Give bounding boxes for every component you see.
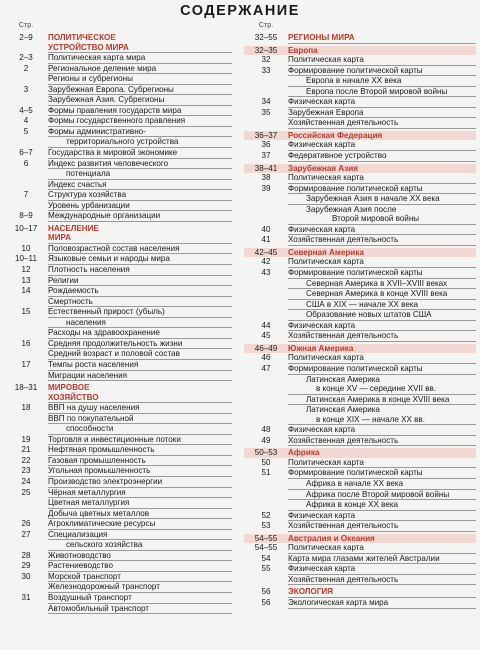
toc-row — [244, 194, 476, 205]
toc-entry: Физическая карта — [288, 425, 476, 436]
toc-entry: Расходы на здравоохранение — [48, 328, 232, 339]
toc-row — [244, 395, 476, 406]
toc-entry: Хозяйственная деятельность — [288, 575, 476, 586]
toc-entry: Производство электроэнергии — [48, 477, 232, 488]
toc-entry: Формирование политической карты — [288, 468, 476, 479]
toc-row — [4, 530, 232, 541]
toc-row — [4, 445, 232, 456]
column-header — [4, 20, 232, 31]
toc-row — [244, 490, 476, 501]
page-number: 43 — [261, 268, 271, 278]
toc-row — [244, 205, 476, 215]
section-title: Европа — [288, 45, 318, 55]
toc-entry: Европа после Второй мировой войны — [288, 87, 476, 98]
toc-row — [4, 488, 232, 499]
toc-entry: населения — [48, 318, 232, 329]
toc-entry: Зарубежная Азия после — [306, 204, 397, 214]
page-number: 50 — [261, 457, 271, 467]
section-title: ПОЛИТИЧЕСКОЕ — [48, 33, 116, 42]
toc-row — [4, 297, 232, 308]
toc-row — [244, 225, 476, 236]
toc-entry: Животноводство — [48, 551, 232, 562]
toc-section-row — [4, 383, 232, 393]
column-header — [244, 20, 476, 31]
toc-row — [244, 364, 476, 375]
toc-entry: ВВП по покупательной — [48, 414, 232, 425]
page-number: 32–55 — [254, 33, 278, 42]
toc-section-row — [244, 248, 476, 258]
page-number: 36–37 — [254, 130, 278, 140]
toc-entry: Средний возраст и половой состав — [48, 349, 232, 360]
toc-row — [244, 564, 476, 575]
toc-row — [4, 424, 232, 435]
page-number: 16 — [21, 338, 31, 348]
toc-entry: Цветная металлургия — [48, 498, 232, 509]
page-number: 24 — [21, 476, 31, 486]
toc-entry: Угольная промышленность — [48, 466, 232, 477]
page-number: 37 — [261, 151, 271, 161]
page-number: 28 — [21, 550, 31, 560]
toc-row — [244, 575, 476, 586]
toc-entry: Латинская Америка — [306, 374, 380, 384]
page-number: 10 — [21, 243, 31, 253]
toc-row — [4, 190, 232, 201]
toc-entry: в конце XIX — начале XX вв. — [288, 415, 476, 426]
page-number: 46–49 — [254, 343, 278, 353]
page-number: 44 — [261, 320, 271, 330]
toc-row — [244, 184, 476, 195]
toc-entry: Формы административно- — [48, 127, 232, 138]
page-number: 15 — [21, 307, 31, 317]
page-number: 13 — [21, 275, 31, 285]
page-number: 4 — [23, 116, 29, 126]
page-number: 49 — [261, 435, 271, 445]
page-number: 8–9 — [19, 211, 33, 221]
toc-row — [244, 310, 476, 321]
page-number: 54–55 — [254, 533, 278, 543]
page-number: 42–45 — [254, 247, 278, 257]
toc-row — [4, 509, 232, 520]
toc-row — [4, 116, 232, 127]
page-number: 19 — [21, 434, 31, 444]
toc-row — [4, 371, 232, 382]
toc-entry: Структура хозяйства — [48, 190, 232, 201]
toc-entry: Газовая промышленность — [48, 456, 232, 467]
toc-entry: в конце XV — середине XVII вв. — [288, 384, 476, 395]
toc-row — [4, 137, 232, 148]
toc-entry: Политическая карта — [288, 55, 476, 66]
toc-entry: Хозяйственная деятельность — [288, 436, 476, 447]
toc-row — [4, 85, 232, 96]
page-number: 2 — [23, 63, 29, 73]
toc-entry: сельского хозяйства — [48, 540, 232, 551]
toc-row — [4, 477, 232, 488]
toc-entry: Языковые семьи и народы мира — [48, 254, 232, 265]
toc-row — [4, 466, 232, 477]
page-number: 32–35 — [254, 45, 278, 55]
toc-row — [244, 151, 476, 162]
section-title: Австралия и Океания — [288, 533, 375, 543]
toc-row — [4, 307, 232, 318]
page-number: 45 — [261, 331, 271, 341]
toc-entry: Зарубежная Азия. Субрегионы — [48, 95, 232, 106]
section-title: Зарубежная Азия — [288, 163, 358, 173]
page-number: 2–9 — [19, 33, 33, 42]
toc-row — [244, 257, 476, 268]
section-title: РЕГИОНЫ МИРА — [288, 33, 476, 44]
toc-rows-right — [244, 33, 476, 609]
page-number: 26 — [21, 519, 31, 529]
toc-section-row — [244, 131, 476, 141]
toc-entry: Морской транспорт — [48, 572, 232, 583]
page-number: 21 — [21, 445, 31, 455]
toc-row — [4, 127, 232, 138]
toc-entry: Формирование политической карты — [288, 66, 476, 77]
toc-entry: Формирование политической карты — [288, 184, 476, 195]
toc-entry: Половозрастной состав населения — [48, 244, 232, 255]
toc-row — [4, 519, 232, 530]
section-title: УСТРОЙСТВО МИРА — [48, 43, 232, 54]
toc-entry: Африка в конце XX века — [288, 500, 476, 511]
toc-entry: Политическая карта — [288, 458, 476, 469]
toc-row — [4, 328, 232, 339]
page-number: 6 — [23, 158, 29, 168]
page-number: 39 — [261, 183, 271, 193]
page-number: 7 — [23, 190, 29, 200]
toc-entry: Физическая карта — [288, 225, 476, 236]
toc-row — [244, 279, 476, 290]
toc-row — [4, 572, 232, 583]
toc-section-row — [244, 587, 476, 598]
toc-row — [244, 289, 476, 300]
page-number: 35 — [261, 107, 271, 117]
toc-entry: Карта мира глазами жителей Австралии — [288, 554, 476, 565]
toc-entry: Регионы и субрегионы — [48, 74, 232, 85]
toc-section-row — [244, 344, 476, 354]
toc-row — [244, 300, 476, 311]
section-title: Южная Америка — [288, 343, 354, 353]
page-number: 38–41 — [254, 163, 278, 173]
toc-entry: Уровень урбанизации — [48, 201, 232, 212]
toc-row — [244, 66, 476, 77]
toc-section-row — [4, 33, 232, 43]
toc-entry: Политическая карта — [288, 173, 476, 184]
toc-row — [4, 561, 232, 572]
page-label: Стр. — [258, 20, 274, 29]
toc-entry: Смертность — [48, 297, 232, 308]
toc-entry: Агроклиматические ресурсы — [48, 519, 232, 530]
toc-row — [244, 173, 476, 184]
toc-row — [244, 108, 476, 119]
toc-row — [244, 76, 476, 87]
toc-entry: Миграции населения — [48, 371, 232, 382]
section-title: Африка — [288, 448, 320, 458]
page-number: 48 — [261, 425, 271, 435]
page-number: 23 — [21, 466, 31, 476]
toc-row — [4, 64, 232, 75]
page-number: 54–55 — [254, 543, 278, 553]
toc-entry: Региональное деление мира — [48, 64, 232, 75]
page-number: 10–11 — [15, 254, 37, 264]
toc-entry: Железнодорожный транспорт — [48, 582, 232, 593]
toc-row — [4, 456, 232, 467]
page-number: 27 — [21, 529, 31, 539]
toc-entry: Физическая карта — [288, 321, 476, 332]
toc-row — [244, 521, 476, 532]
toc-entry: Физическая карта — [288, 140, 476, 151]
toc-section-row — [4, 233, 232, 244]
page-number: 25 — [21, 487, 31, 497]
toc-row — [244, 543, 476, 554]
toc-left-column — [4, 20, 232, 614]
page-number: 36 — [261, 140, 271, 150]
toc-row — [244, 511, 476, 522]
toc-entry: Растениеводство — [48, 561, 232, 572]
toc-section-row — [244, 448, 476, 458]
toc-entry: Второй мировой войны — [288, 214, 476, 225]
page-number: 4–5 — [19, 105, 33, 115]
toc-row — [4, 339, 232, 350]
page-number: 10–17 — [14, 223, 38, 233]
toc-entry: Добыча цветных металлов — [48, 509, 232, 520]
toc-row — [4, 360, 232, 371]
toc-entry: США в XIX — начале XX века — [288, 300, 476, 311]
toc-right-column — [244, 20, 476, 609]
toc-entry: Африка после Второй мировой войны — [288, 490, 476, 501]
toc-section-row — [4, 224, 232, 234]
toc-entry: Образование новых штатов США — [288, 310, 476, 321]
toc-row — [4, 159, 232, 170]
page-number: 41 — [261, 235, 271, 245]
toc-entry: Формы правления государств мира — [48, 106, 232, 117]
page-number: 54 — [261, 553, 271, 563]
page-title: СОДЕРЖАНИЕ — [180, 3, 300, 19]
toc-row — [244, 214, 476, 225]
page-number: 34 — [261, 97, 271, 107]
toc-entry: Зарубежная Азия в начале XX века — [288, 194, 476, 205]
toc-entry: Индекс развития человеческого — [48, 159, 232, 170]
toc-row — [4, 211, 232, 222]
section-title: МИРА — [48, 233, 232, 244]
toc-row — [4, 265, 232, 276]
page-number: 18 — [21, 403, 31, 413]
page-number: 56 — [261, 597, 271, 607]
toc-entry: Хозяйственная деятельность — [288, 331, 476, 342]
toc-row — [244, 140, 476, 151]
page-label: Стр. — [18, 20, 34, 29]
toc-entry: потенциала — [48, 169, 232, 180]
toc-entry: Латинская Америка — [306, 405, 380, 415]
toc-row — [4, 435, 232, 446]
toc-row — [244, 479, 476, 490]
toc-entry: Темпы роста населения — [48, 360, 232, 371]
toc-row — [4, 169, 232, 180]
toc-row — [4, 180, 232, 191]
toc-row — [4, 498, 232, 509]
toc-entry: способности — [48, 424, 232, 435]
toc-entry: Воздушный транспорт — [48, 593, 232, 604]
page-number: 12 — [21, 265, 31, 275]
toc-row — [244, 436, 476, 447]
toc-section-row — [4, 393, 232, 404]
toc-entry: Формы государственного правления — [48, 116, 232, 127]
page-number: 33 — [261, 65, 271, 75]
toc-row — [4, 276, 232, 287]
toc-entry: Формирование политической карты — [288, 268, 476, 279]
toc-entry: Зарубежная Европа. Субрегионы — [48, 85, 232, 96]
toc-entry: Религии — [48, 276, 232, 287]
page-number: 50–53 — [254, 448, 278, 458]
toc-row — [244, 118, 476, 129]
section-title: Северная Америка — [288, 247, 364, 257]
toc-entry: Северная Америка в конце XVIII века — [288, 289, 476, 300]
toc-row — [4, 540, 232, 551]
toc-entry: Физическая карта — [288, 564, 476, 575]
page-number: 18–31 — [14, 383, 38, 393]
toc-entry: Политическая карта мира — [48, 53, 232, 64]
toc-row — [4, 53, 232, 64]
toc-entry: Федеративное устройство — [288, 151, 476, 162]
toc-entry: Рождаемость — [48, 286, 232, 297]
toc-entry: Хозяйственная деятельность — [288, 521, 476, 532]
page-number: 42 — [261, 257, 271, 267]
page-number: 6–7 — [19, 148, 33, 158]
toc-entry: Чёрная металлургия — [48, 488, 232, 499]
toc-entry: Государства в мировой экономике — [48, 148, 232, 159]
page-number: 5 — [23, 126, 29, 136]
page-number: 17 — [21, 359, 31, 369]
toc-row — [244, 598, 476, 609]
toc-entry: Физическая карта — [288, 97, 476, 108]
toc-row — [4, 148, 232, 159]
page-number: 29 — [21, 561, 31, 571]
section-title: МИРОВОЕ — [48, 383, 90, 393]
toc-entry: Латинская Америка в конце XVIII века — [288, 395, 476, 406]
toc-entry: Формирование политической карты — [288, 364, 476, 375]
toc-entry: Торговля и инвестиционные потоки — [48, 435, 232, 446]
section-title: ХОЗЯЙСТВО — [48, 393, 232, 404]
toc-row — [244, 425, 476, 436]
toc-row — [244, 331, 476, 342]
toc-entry: Нефтяная промышленность — [48, 445, 232, 456]
page-number: 22 — [21, 455, 31, 465]
section-title: ЭКОЛОГИЯ — [288, 587, 476, 598]
toc-row — [4, 414, 232, 425]
toc-row — [4, 582, 232, 593]
page-number: 14 — [21, 286, 31, 296]
page-number: 40 — [261, 224, 271, 234]
toc-row — [244, 353, 476, 364]
toc-entry: Политическая карта — [288, 353, 476, 364]
toc-row — [4, 95, 232, 106]
toc-row — [4, 201, 232, 212]
toc-row — [4, 244, 232, 255]
toc-entry: Политическая карта — [288, 543, 476, 554]
toc-section-row — [244, 46, 476, 56]
toc-entry: ВВП на душу населения — [48, 403, 232, 414]
toc-row — [244, 405, 476, 415]
toc-entry: Северная Америка в XVII–XVIII веках — [288, 279, 476, 290]
toc-row — [244, 458, 476, 469]
toc-row — [244, 321, 476, 332]
toc-section-row — [4, 43, 232, 54]
toc-row — [244, 235, 476, 246]
page-number: 32 — [261, 55, 271, 65]
toc-row — [4, 286, 232, 297]
toc-entry: Специализация — [48, 530, 232, 541]
page-number: 46 — [261, 353, 271, 363]
toc-row — [244, 55, 476, 66]
toc-entry: Хозяйственная деятельность — [288, 118, 476, 129]
toc-entry: Автомобильный транспорт — [48, 604, 232, 615]
page-number: 3 — [23, 84, 29, 94]
page-number: 38 — [261, 173, 271, 183]
page-number: 30 — [21, 571, 31, 581]
toc-row — [4, 349, 232, 360]
toc-row — [244, 554, 476, 565]
toc-row — [244, 375, 476, 385]
toc-row — [244, 415, 476, 426]
toc-row — [4, 106, 232, 117]
toc-entry: территориального устройства — [48, 137, 232, 148]
section-title: Российская Федерация — [288, 130, 383, 140]
page-number: 52 — [261, 510, 271, 520]
toc-row — [4, 551, 232, 562]
toc-row — [244, 87, 476, 98]
toc-row — [4, 254, 232, 265]
page-number: 56 — [261, 587, 271, 597]
toc-row — [4, 604, 232, 615]
toc-row — [244, 384, 476, 395]
toc-entry: Политическая карта — [288, 257, 476, 268]
page-number: 47 — [261, 363, 271, 373]
page-number: 2–3 — [19, 53, 33, 63]
toc-section-row — [244, 164, 476, 174]
toc-entry: Естественный прирост (убыль) — [48, 307, 232, 318]
toc-row — [244, 500, 476, 511]
toc-row — [4, 74, 232, 85]
toc-entry: Индекс счастья — [48, 180, 232, 191]
toc-rows-left — [4, 33, 232, 614]
toc-entry: Хозяйственная деятельность — [288, 235, 476, 246]
section-title: НАСЕЛЕНИЕ — [48, 223, 99, 233]
toc-row — [244, 97, 476, 108]
toc-entry: Международные организации — [48, 211, 232, 222]
toc-row — [4, 593, 232, 604]
toc-entry: Европа в начале XX века — [288, 76, 476, 87]
toc-row — [244, 468, 476, 479]
toc-entry: Экологическая карта мира — [288, 598, 476, 609]
toc-entry: Плотность населения — [48, 265, 232, 276]
toc-entry: Средняя продолжительность жизни — [48, 339, 232, 350]
page-number: 51 — [261, 468, 271, 478]
toc-section-row — [244, 33, 476, 44]
toc-entry: Африка в начале XX века — [288, 479, 476, 490]
page-number: 31 — [21, 592, 31, 602]
page-number: 55 — [261, 564, 271, 574]
toc-row — [4, 318, 232, 329]
toc-row — [244, 268, 476, 279]
toc-section-row — [244, 534, 476, 544]
toc-entry: Зарубежная Европа — [288, 108, 476, 119]
toc-row — [4, 403, 232, 414]
toc-entry: Физическая карта — [288, 511, 476, 522]
page-number: 53 — [261, 521, 271, 531]
